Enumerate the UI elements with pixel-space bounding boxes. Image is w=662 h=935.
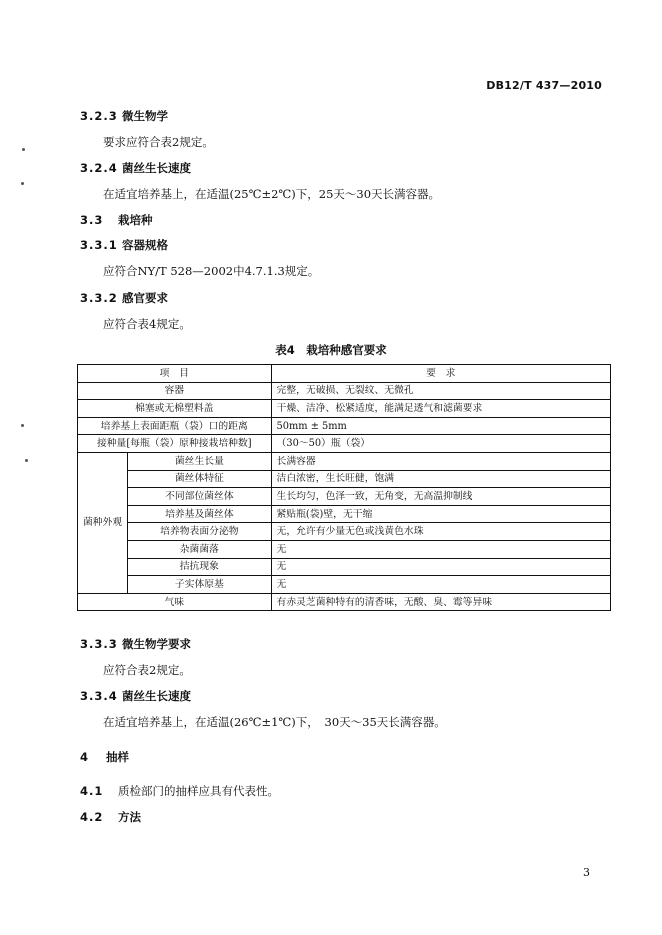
table-cell-requirement: （30～50）瓶（袋）: [271, 435, 610, 453]
section-heading-3-2-3: 3.2.3 微生物学: [80, 109, 168, 123]
table-row: [78, 540, 611, 558]
table-cell-requirement: 长满容器: [271, 452, 610, 470]
table-row: [78, 400, 611, 418]
table-cell-item: 培养物表面分泌物: [128, 523, 271, 541]
table-cell-item: 子实体原基: [128, 576, 271, 594]
table-cell-item: 菌丝生长量: [128, 452, 271, 470]
table-cell-item: 不同部位菌丝体: [128, 488, 271, 506]
table-row: [78, 452, 611, 470]
table-cell-item: 棉塞或无棉塑料盖: [78, 400, 272, 418]
table-cell-item: 气味: [78, 593, 272, 611]
table-cell-item: 杂菌菌落: [128, 540, 271, 558]
table-cell-requirement: 50mm ± 5mm: [271, 417, 610, 435]
table-header-item: 项 目: [78, 365, 272, 383]
paragraph: 应符合表2规定。: [103, 663, 191, 677]
table-cell-item: 菌丝体特征: [128, 470, 271, 488]
table-row: [78, 488, 611, 506]
table-header-row: [78, 365, 611, 383]
table-row: [78, 435, 611, 453]
table-row: [78, 593, 611, 611]
section-heading-3-3: 3.3 栽培种: [80, 213, 153, 227]
paragraph: 应符合表4规定。: [103, 317, 191, 331]
section-heading-4-2: 4.2 方法: [80, 810, 141, 824]
table-cell-item: 培养基及菌丝体: [128, 505, 271, 523]
section-heading-4-1: 4.1 质检部门的抽样应具有代表性。: [80, 784, 279, 798]
paragraph: 应符合NY/T 528—2002中4.7.1.3规定。: [103, 264, 320, 278]
section-heading-3-2-4: 3.2.4 菌丝生长速度: [80, 161, 191, 175]
table-cell-requirement: 无: [271, 558, 610, 576]
table-cell-item: 拮抗现象: [128, 558, 271, 576]
section-heading-3-3-4: 3.3.4 菌丝生长速度: [80, 689, 191, 703]
table-cell-requirement: 有赤灵芝菌种特有的清香味，无酸、臭、霉等异味: [271, 593, 610, 611]
paragraph: 在适宜培养基上，在适温(26℃±1℃)下， 30天～35天长满容器。: [103, 715, 446, 729]
section-heading-3-3-1: 3.3.1 容器规格: [80, 238, 168, 252]
table-cell-item: 培养基上表面距瓶（袋）口的距离: [78, 417, 272, 435]
table-group-label: 菌种外观: [78, 452, 128, 593]
table-cell-requirement: 完整，无破损、无裂纹、无微孔: [271, 382, 610, 400]
table-row: [78, 576, 611, 594]
table-cell-requirement: 紧贴瓶(袋)壁，无干缩: [271, 505, 610, 523]
margin-mark: [22, 148, 25, 151]
table-cell-requirement: 干燥、洁净、松紧适度，能满足透气和滤菌要求: [271, 400, 610, 418]
paragraph: 要求应符合表2规定。: [103, 135, 214, 149]
page-number: 3: [583, 866, 590, 879]
section-heading-4: 4 抽样: [80, 750, 129, 764]
table-row: [78, 558, 611, 576]
table-row: [78, 417, 611, 435]
table-caption: 表4 栽培种感官要求: [275, 343, 387, 357]
standard-code: DB12/T 437—2010: [486, 79, 602, 92]
section-heading-3-3-2: 3.3.2 感官要求: [80, 291, 168, 305]
table-cell-item: 接种量[每瓶（袋）原种接栽培种数]: [78, 435, 272, 453]
table-cell-requirement: 无: [271, 576, 610, 594]
table-cell-requirement: 无: [271, 540, 610, 558]
section-heading-3-3-3: 3.3.3 微生物学要求: [80, 637, 191, 651]
margin-mark: [21, 182, 24, 185]
sensory-requirements-table: [77, 364, 611, 611]
table-row: [78, 470, 611, 488]
table-row: [78, 382, 611, 400]
table-row: [78, 505, 611, 523]
paragraph: 在适宜培养基上，在适温(25℃±2℃)下，25天～30天长满容器。: [103, 187, 441, 201]
table-cell-requirement: 无，允许有少量无色或浅黄色水珠: [271, 523, 610, 541]
table-cell-item: 容器: [78, 382, 272, 400]
margin-mark: [21, 424, 24, 427]
margin-mark: [25, 459, 28, 462]
table-cell-requirement: 生长均匀，色泽一致，无角变，无高温抑制线: [271, 488, 610, 506]
table-header-requirement: 要 求: [271, 365, 610, 383]
table-cell-requirement: 洁白浓密，生长旺健，饱满: [271, 470, 610, 488]
table-row: [78, 523, 611, 541]
